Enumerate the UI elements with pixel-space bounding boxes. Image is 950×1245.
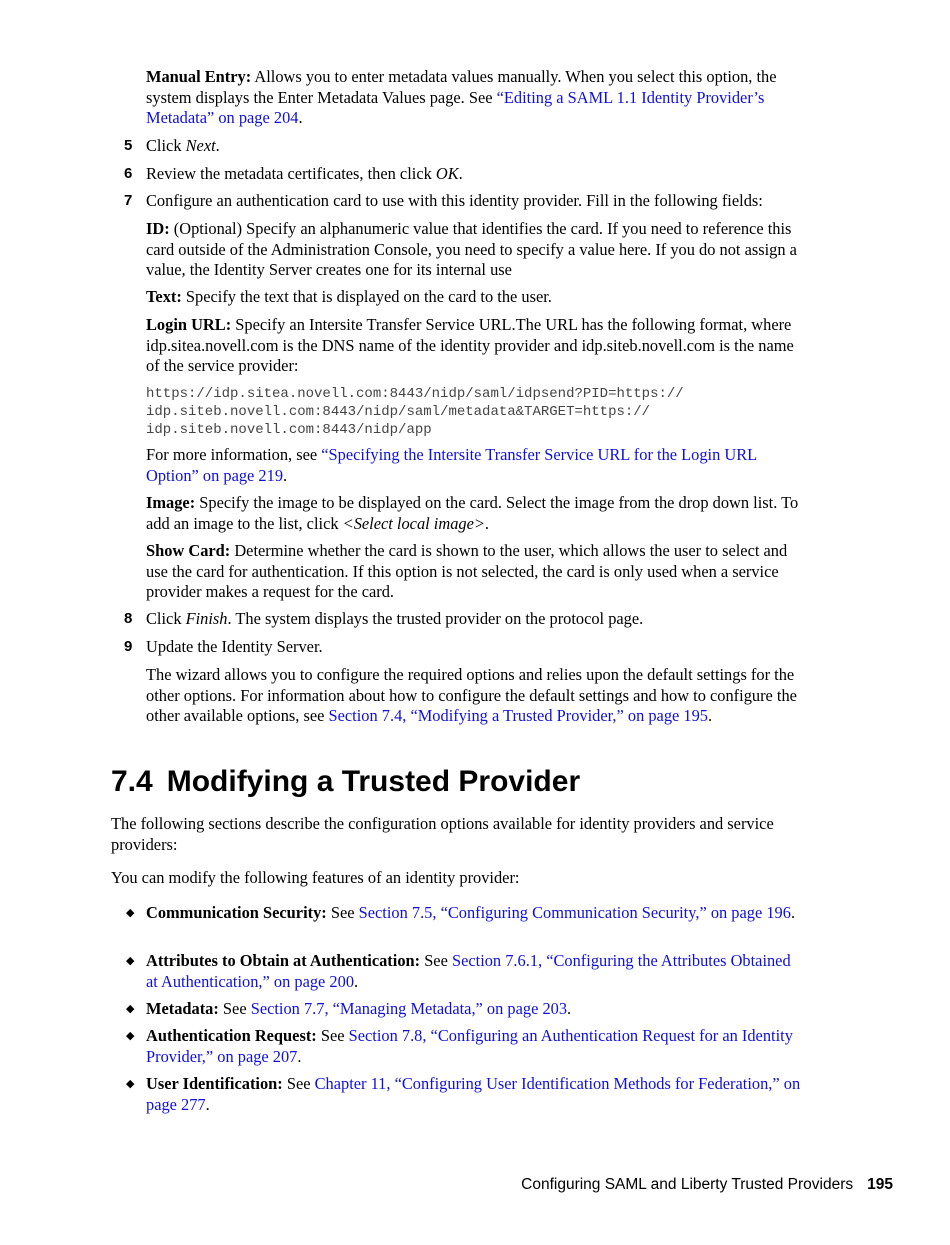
login-url-label: Login URL: (146, 315, 232, 334)
step-number-6: 6 (124, 165, 133, 182)
more-info-paragraph (146, 445, 806, 486)
communication-security-link[interactable]: Section 7.5, “Configuring Communication Security,” on page 196 (358, 903, 791, 922)
see-text: See (282, 1074, 315, 1093)
see-text: See (218, 999, 251, 1018)
managing-metadata-link[interactable]: Section 7.7, “Managing Metadata,” on page 203 (250, 999, 568, 1018)
id-field-paragraph (146, 219, 806, 281)
bullet-diamond-icon: ◆ (126, 1030, 135, 1042)
step-8-post: . The system displays the trusted provider on the protocol page. (227, 609, 644, 628)
period: . (567, 999, 572, 1018)
footer-title: Configuring SAML and Liberty Trusted Providers (521, 1176, 854, 1193)
bullet-diamond-icon: ◆ (126, 1078, 135, 1090)
step-number-7: 7 (124, 192, 133, 209)
attributes-link[interactable]: Section 7.6.1, “Configuring the Attributes Obtained at Authentication,” on page 200 (146, 951, 791, 991)
wizard-note-paragraph (146, 665, 806, 727)
intro-paragraph-1: The following sections describe the configuration options available for identity providers and service providers: (111, 814, 774, 854)
bullet-label: Metadata: (146, 999, 219, 1018)
text-field-label: Text: (146, 287, 182, 306)
select-local-image-text: <Select local image> (342, 513, 485, 533)
bullet-label: User Identification: (146, 1074, 283, 1093)
period: . (708, 706, 713, 725)
see-text: See (420, 951, 452, 970)
period: . (458, 164, 463, 183)
period: . (283, 465, 288, 485)
bullet-diamond-icon: ◆ (126, 907, 135, 919)
bullet-label: Communication Security: (146, 903, 327, 922)
bullet-label: Authentication Request: (146, 1026, 317, 1045)
step-6-text (146, 164, 806, 185)
authentication-request-link[interactable]: Section 7.8, “Configuring an Authentication Request for an Identity Provider,” on page 207 (146, 1026, 793, 1066)
id-field-label: ID: (146, 219, 170, 238)
period: . (354, 971, 359, 991)
see-text: See (316, 1026, 349, 1045)
text-field-text: Specify the text that is displayed on the card to the user. (181, 287, 552, 306)
image-field-label: Image: (146, 493, 196, 512)
url-code-line-2: idp.siteb.novell.com:8443/nidp/saml/metadata&TARGET=https:// (146, 404, 651, 420)
show-card-label: Show Card: (146, 541, 231, 560)
step-6-ok: OK (435, 164, 459, 183)
step-5-text (146, 136, 806, 157)
editing-metadata-link[interactable]: “Editing a SAML 1.1 Identity Provider’s Metadata” on page 204 (146, 87, 765, 127)
step-5-next: Next (185, 136, 216, 155)
bullet-diamond-icon: ◆ (126, 1003, 135, 1015)
intersite-transfer-link[interactable]: “Specifying the Intersite Transfer Service URL for the Login URL Option” on page 219 (146, 445, 757, 485)
period: . (484, 513, 490, 533)
step-5-pre: Click (146, 136, 186, 155)
period: . (298, 108, 303, 127)
page-footer (521, 1175, 893, 1195)
step-8-finish: Finish (185, 609, 228, 628)
step-number-5: 5 (124, 137, 133, 154)
bullet-item-attributes (146, 951, 806, 992)
see-text: See (326, 903, 359, 922)
bullet-item-user-identification (146, 1074, 806, 1115)
section-number: 7.4 (111, 765, 153, 798)
bullet-item-authentication-request (146, 1026, 806, 1067)
text-field-paragraph (146, 287, 806, 308)
image-field-text: Specify the image to be displayed on the card. Select the image from the drop down list. To add an image to the list, click (146, 493, 799, 533)
login-url-paragraph (146, 315, 806, 377)
step-9-text: Update the Identity Server. (146, 637, 323, 656)
step-6-pre: Review the metadata certificates, then click (146, 164, 436, 183)
section-heading (111, 764, 580, 800)
show-card-text: Determine whether the card is shown to the user, which allows the user to select and use the card for authentication. If this option is not selected, the card is only used when a service provider makes a request for the card. (146, 541, 788, 601)
period: . (790, 903, 796, 922)
section-7-4-link[interactable]: Section 7.4, “Modifying a Trusted Provider,” on page 195 (328, 706, 708, 725)
user-identification-link[interactable]: Chapter 11, “Configuring User Identification Methods for Federation,” on page 277 (146, 1074, 801, 1114)
login-url-text: Specify an Intersite Transfer Service URL.The URL has the following format, where idp.sitea.novell.com is the DNS name of the identity provider and idp.siteb.novell.com is the name of the service provider: (146, 315, 794, 375)
section-title: Modifying a Trusted Provider (166, 765, 581, 798)
bullet-item-communication-security (146, 903, 806, 924)
bullet-item-metadata (146, 999, 806, 1020)
step-7-text: Configure an authentication card to use with this identity provider. Fill in the following fields: (146, 191, 763, 210)
show-card-paragraph (146, 541, 806, 603)
intro-paragraph-2: You can modify the following features of an identity provider: (111, 868, 520, 887)
image-field-paragraph (146, 493, 806, 534)
step-number-8: 8 (124, 610, 133, 627)
manual-entry-paragraph (146, 67, 806, 129)
period: . (297, 1046, 302, 1066)
step-8-text (146, 609, 806, 630)
period: . (205, 1094, 210, 1114)
step-8-pre: Click (146, 609, 186, 628)
page-number: 195 (867, 1176, 893, 1193)
step-number-9: 9 (124, 638, 133, 655)
wizard-note-text: The wizard allows you to configure the required options and relies upon the default settings for the other options. For information about how to configure the default settings and how to configure the other available options, see (146, 665, 797, 725)
more-info-text: For more information, see (146, 445, 322, 464)
url-code-line-3: idp.siteb.novell.com:8443/nidp/app (146, 422, 432, 438)
manual-entry-text: Allows you to enter metadata values manually. When you select this option, the system displays the Enter Metadata Values page. See (146, 67, 777, 107)
id-field-text: (Optional) Specify an alphanumeric value that identifies the card. If you need to reference this card outside of the Administration Console, you need to specify a value here. If you do not assign a value, the Identity Server creates one for its internal use (146, 219, 797, 279)
url-code-line-1: https://idp.sitea.novell.com:8443/nidp/saml/idpsend?PID=https:// (146, 386, 684, 402)
manual-entry-label: Manual Entry: (146, 67, 252, 86)
period: . (215, 136, 220, 155)
bullet-label: Attributes to Obtain at Authentication: (146, 951, 421, 970)
bullet-diamond-icon: ◆ (126, 955, 135, 967)
